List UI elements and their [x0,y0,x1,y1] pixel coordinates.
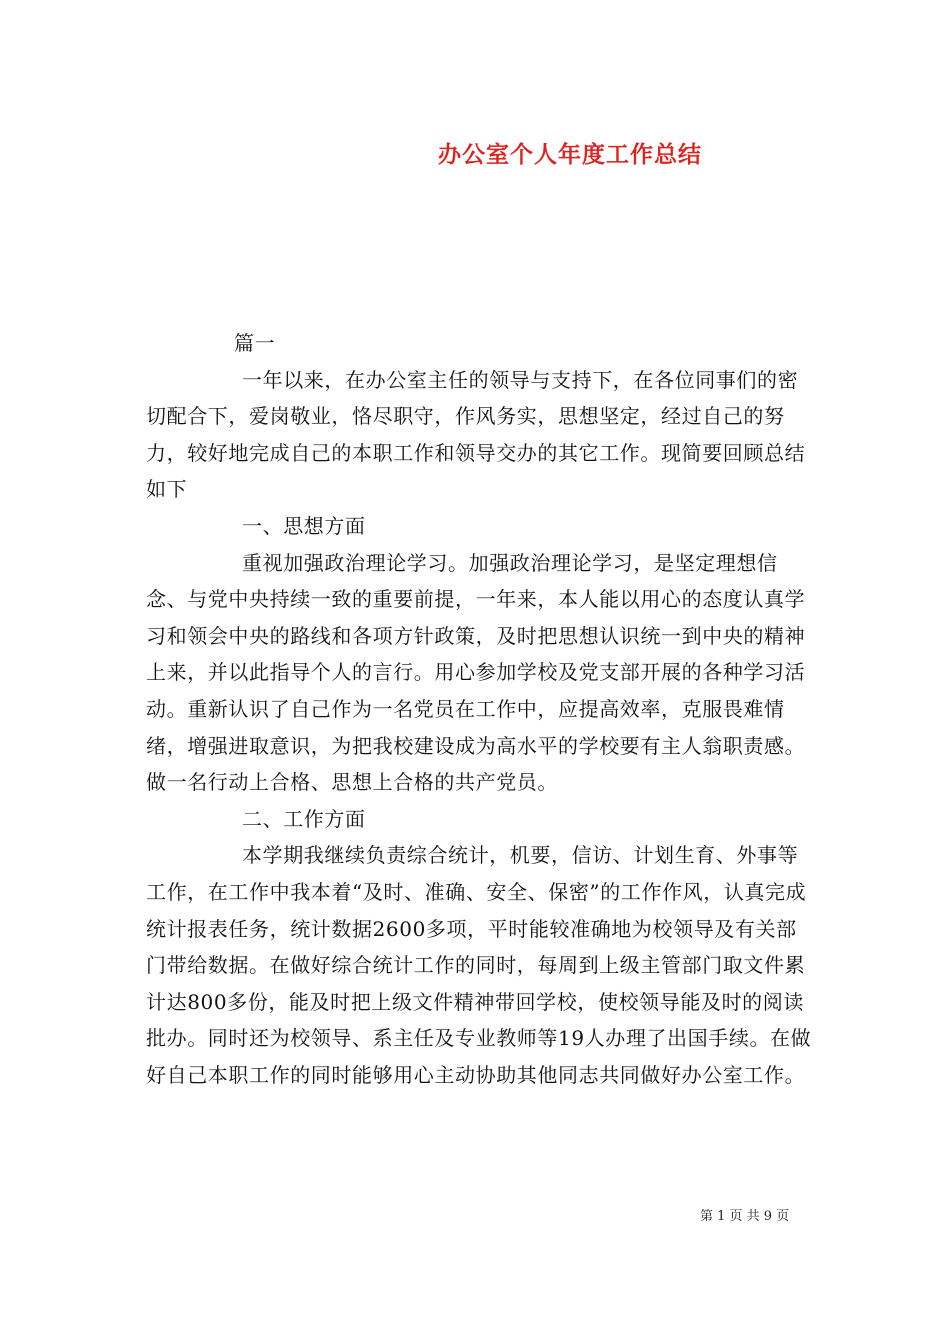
document-title: 办公室个人年度工作总结 [438,141,702,168]
paragraph-ideology: 重视加强政治理论学习。加强政治理论学习，是坚定理想信念、与党中央持续一致的重要前提，一年来，本人能以用心的态度认真学习和领会中央的路线和各项方针政策，及时把思想认识统一到中央的精神上来，并以此指导个人的言行。用心参加学校及党支部开展的各种学习活动。重新认识了自己作为一名党员在工作中，应提高效率，克服畏难情绪，增强进取意识，为把我校建设成为高水平的学校要有主人翁职责感。做一名行动上合格、思想上合格的共产党员。 [146,550,806,795]
document-body [146,325,812,1093]
page-number: 第 1 页 共 9 页 [700,1209,790,1224]
heading-work: 二、工作方面 [242,806,366,831]
paragraph-work: 本学期我继续负责综合统计，机要，信访、计划生育、外事等工作，在工作中我本着“及时、准确、安全、保密”的工作作风，认真完成统计报表任务，统计数据2600多项，平时能较准确地为校领导及有关部门带给数据。在做好综合统计工作的同时，每周到上级主管部门取文件累计达800多份，能及时把上级文件精神带回学校，使校领导能及时的阅读批办。同时还为校领导、系主任及专业教师等19人办理了出国手续。在做好自己本职工作的同时能够用心主动协助其他同志共同做好办公室工作。 [146,843,812,1087]
heading-ideology: 一、思想方面 [242,513,366,538]
section-label: 篇一 [234,331,276,355]
paragraph-intro: 一年以来，在办公室主任的领导与支持下，在各位同事们的密切配合下，爱岗敬业，恪尽职守，作风务实，思想坚定，经过自己的努力，较好地完成自己的本职工作和领导交办的其它工作。现简要回顾总结如下 [146,367,806,502]
